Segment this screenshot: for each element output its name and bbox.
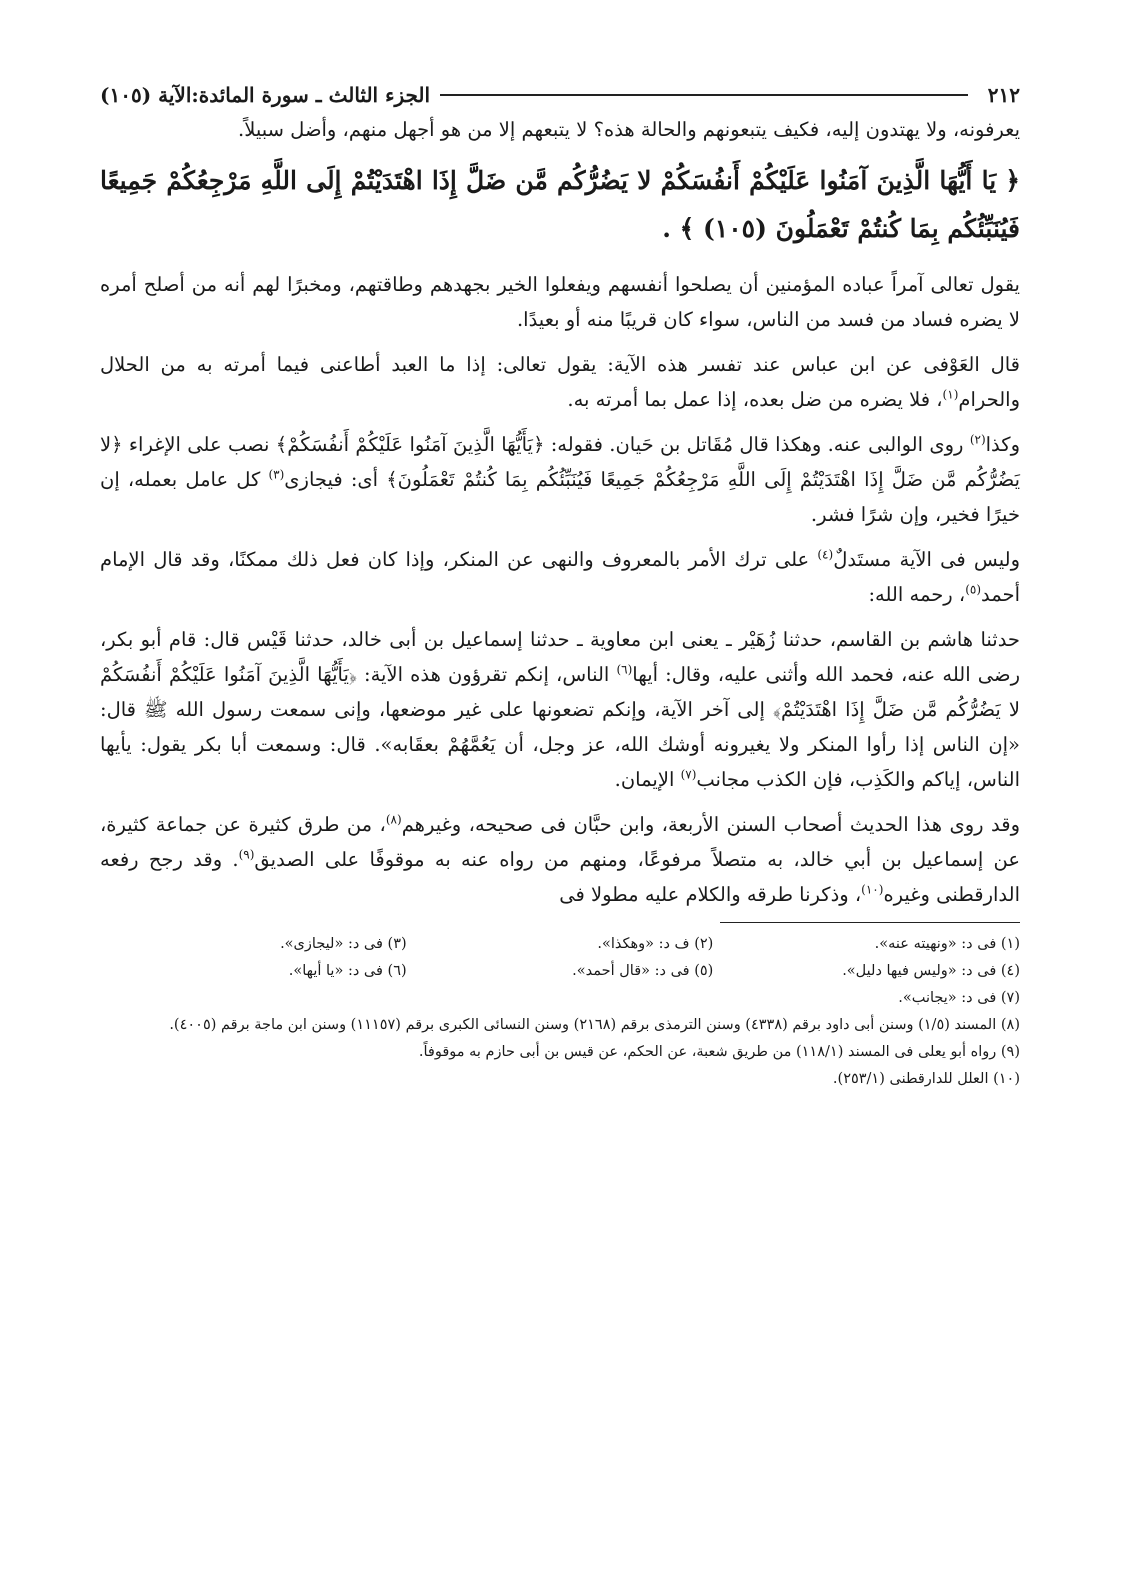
footnote-3: (٣) فى د: «ليجازى». — [280, 936, 407, 952]
paragraph-text: قال العَوْفى عن ابن عباس عند تفسر هذه الآية: يقول تعالى: إذا ما العبد أطاعنى فيما أمرته به من الحلال والحرام — [100, 353, 1020, 411]
paragraph-text: ، فلا يضره من ضل بعده، إذا عمل بما أمرته به. — [567, 388, 943, 411]
footnote-2: (٢) ف د: «وهكذا». — [597, 936, 714, 952]
footnote-6: (٦) فى د: «يا أيها». — [288, 963, 407, 979]
footnote-marker: (٦) — [616, 662, 633, 677]
footnote-marker: (٧) — [680, 767, 697, 782]
quran-verse — [100, 157, 1020, 253]
page-number: ٢١٢ — [987, 83, 1020, 107]
footnote-marker: (١) — [942, 387, 959, 402]
paragraph-text: وكذا — [985, 433, 1020, 456]
verse-text: ﴿ يَا أَيُّهَا الَّذِينَ آمَنُوا عَلَيْكُمْ أَنفُسَكُمْ لا يَضُرُّكُم مَّن ضَلَّ إِذَا اهْتَدَيْتُمْ إِلَى اللَّهِ مَرْجِعُكُمْ جَمِيعًا فَيُنَبِّئُكُم بِمَا كُنتُمْ تَعْمَلُونَ (١٠٥) ﴾ . — [100, 166, 1020, 243]
paragraph-text: وليس فى الآية مستَدلٌ — [833, 548, 1020, 571]
paragraph-5 — [100, 622, 1020, 797]
footnote-marker: (٩) — [238, 847, 255, 862]
footnote-4: (٤) فى د: «وليس فيها دليل». — [842, 963, 1020, 979]
paragraph-text: ، من طرق كثيرة عن جماعة كثيرة، عن إسماعيل بن أبي خالد، به متصلاً مرفوعًا، ومنهم من رواه عنه به موقوفًا على الصديق — [100, 813, 1020, 871]
footnote-7: (٧) فى د: «يجانب». — [898, 990, 1020, 1006]
paragraph-6 — [100, 807, 1020, 912]
paragraph-text: ، رحمه الله: — [868, 583, 966, 606]
paragraph-text: وقد روى هذا الحديث أصحاب السنن الأربعة، وابن حبَّان فى صحيحه، وغيرهم — [401, 813, 1020, 836]
paragraph-text: الناس، إنكم تقرؤون هذه الآية: ﴿يَأَيُّهَا الَّذِينَ آمَنُوا عَلَيْكُمْ أَنفُسَكُمْ لا يَضُرُّكُم مَّن ضَلَّ إِذَا اهْتَدَيْتُمْ﴾ إلى آخر الآية، وإنكم تضعونها على غير موضعها، وإنى سمعت رسول الله ﷺ قال: «إن الناس إذا رأوا المنكر ولا يغيرونه أوشك الله، عز وجل، أن يَعُمَّهُمْ بعقَابه». قال: وسمعت أبا بكر يقول: يأيها الناس، إياكم والكَذِب، فإن الكذب مجانب — [100, 663, 1020, 791]
footnote-row — [100, 985, 1020, 1012]
footnote-marker: (٢) — [969, 432, 986, 447]
running-head: الجزء الثالث ـ سورة المائدة:الآية (١٠٥) — [100, 83, 431, 107]
book-page — [100, 78, 1020, 1093]
footnote-marker: (١٠) — [861, 882, 884, 897]
paragraph-text: يقول تعالى آمراً عباده المؤمنين أن يصلحوا أنفسهم ويفعلوا الخير بجهدهم وطاقتهم، ومخبرًا لهم أنه من أصلح أمره لا يضره فساد من فسد من الناس، سواء كان قريبًا منه أو بعيدًا. — [100, 273, 1020, 331]
paragraph-1 — [100, 267, 1020, 337]
paragraph-text: ، وذكرنا طرقه والكلام عليه مطولا فى — [559, 883, 862, 906]
paragraph-text: حدثنا هاشم بن القاسم، حدثنا زُهَيْر ـ يعنى ابن معاوية ـ حدثنا إسماعيل بن أبى خالد، حدثنا قَيْس قال: قام أبو بكر، رضى الله عنه، فحمد الله وأثنى عليه، وقال: أيها — [100, 628, 1020, 686]
page-header — [100, 78, 1020, 112]
paragraph-continuation — [100, 112, 1020, 147]
paragraph-4 — [100, 542, 1020, 612]
footnote-9: (٩) رواه أبو يعلى فى المسند (١١٨/١) من طريق شعبة، عن الحكم، عن قيس بن أبى حازم به موقوفاً. — [418, 1044, 1020, 1060]
footnote-row — [100, 958, 1020, 985]
paragraph-3 — [100, 427, 1020, 532]
footnote-8: (٨) المسند (١/٥) وسنن أبى داود برقم (٤٣٣٨) وسنن الترمذى برقم (٢١٦٨) وسنن النسائى الكبرى برقم (١١١٥٧) وسنن ابن ماجة برقم (٤٠٠٥). — [169, 1017, 1020, 1033]
footnote-marker: (٤) — [817, 547, 834, 562]
footnote-1: (١) فى د: «ونهيته عنه». — [874, 936, 1020, 952]
footnotes — [100, 931, 1020, 1093]
footnote-5: (٥) فى د: «قال أحمد». — [572, 963, 714, 979]
paragraph-text: على ترك الأمر بالمعروف والنهى عن المنكر، وإذا كان فعل ذلك ممكنًا، وقد قال الإمام أحمد — [100, 548, 1020, 606]
paragraph-text: روى الوالبى عنه. وهكذا قال مُقَاتل بن حَيان. فقوله: ﴿يَأَيُّهَا الَّذِينَ آمَنُوا عَلَيْكُمْ أَنفُسَكُمْ﴾ نصب على الإغراء ﴿لا يَضُرُّكُم مَّن ضَلَّ إِذَا اهْتَدَيْتُمْ إِلَى اللَّهِ مَرْجِعُكُمْ جَمِيعًا فَيُنَبِّئُكُم بِمَا كُنتُمْ تَعْمَلُونَ﴾ أى: فيجازى — [100, 433, 1021, 491]
footnote-separator — [720, 922, 1020, 923]
paragraph-text: الإيمان. — [614, 768, 681, 791]
footnote-marker: (٣) — [268, 467, 285, 482]
footnote-10: (١٠) العلل للدارقطنى (٢٥٣/١). — [832, 1071, 1020, 1087]
header-rule — [440, 94, 968, 96]
paragraph-2 — [100, 347, 1020, 417]
footnote-row — [100, 931, 1020, 958]
footnote-marker: (٨) — [385, 812, 402, 827]
paragraph-text: كل عامل بعمله، إن خيرًا فخير، وإن شرًا فشر. — [100, 468, 1020, 526]
footnote-marker: (٥) — [965, 582, 982, 597]
paragraph-text: . وقد رجح رفعه الدارقطنى وغيره — [100, 848, 1020, 906]
paragraph-text: يعرفونه، ولا يهتدون إليه، فكيف يتبعونهم والحالة هذه؟ لا يتبعهم إلا من هو أجهل منهم، وأضل سبيلاً. — [238, 118, 1020, 141]
